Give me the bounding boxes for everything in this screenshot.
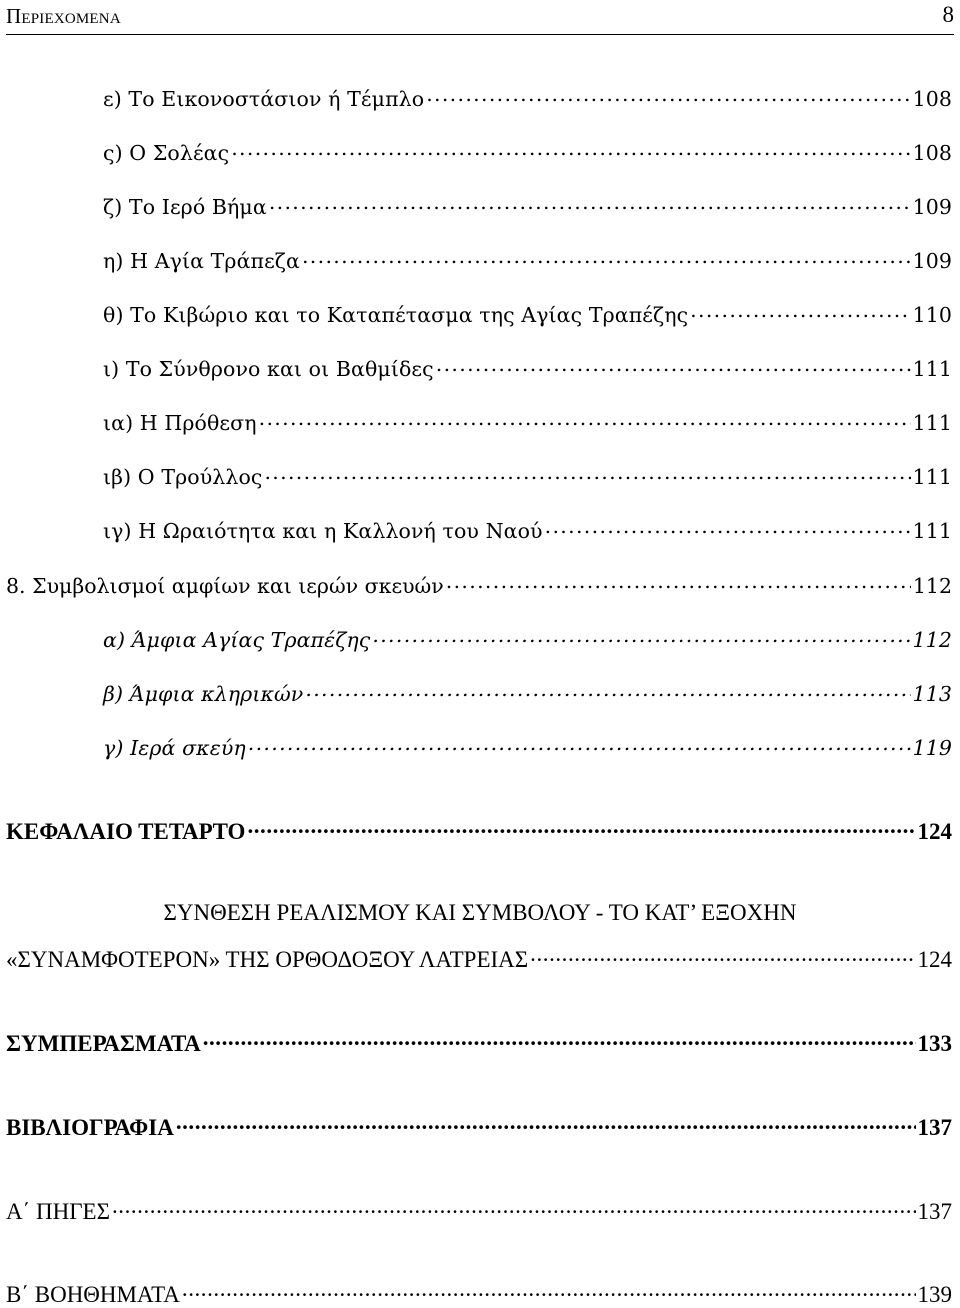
dot-leader <box>530 944 915 967</box>
dot-leader <box>690 301 910 322</box>
toc-entry-page: 111 <box>912 464 952 489</box>
toc-entry-label: α) Άμφια Αγίας Τραπέζης <box>103 627 371 652</box>
dot-leader <box>112 1196 916 1219</box>
toc-entry-page: 108 <box>912 140 952 165</box>
toc-entry-label: ια) Η Πρόθεση <box>103 410 257 435</box>
running-header-title: Περιεχομενα <box>6 4 121 28</box>
dot-leader <box>248 734 911 755</box>
toc-sources-label: Α΄ ΠΗΓΕΣ <box>6 1199 110 1224</box>
dot-leader <box>259 409 911 430</box>
toc-bibliography-page: 137 <box>917 1115 952 1140</box>
dot-leader <box>545 517 911 538</box>
toc-entry-page: 113 <box>912 681 952 706</box>
toc-synthesis-line1[interactable]: ΣΥΝΘΕΣΗ ΡΕΑΛΙΣΜΟΥ ΚΑΙ ΣΥΜΒΟΛΟΥ - ΤΟ ΚΑΤ’ ΕΞΟΧΗΝ <box>163 900 797 925</box>
toc-entry[interactable] <box>103 463 952 489</box>
toc-entry-label: η) Η Αγία Τράπεζα <box>103 248 300 273</box>
toc-entry-label: ιβ) Ο Τρούλλος <box>103 464 263 489</box>
dot-leader <box>231 139 910 160</box>
toc-chapter-label: ΚΕΦΑΛΑΙΟ ΤΕΤΑΡΤΟ <box>6 819 246 844</box>
toc-entry[interactable] <box>103 247 952 273</box>
dot-leader <box>302 247 911 268</box>
toc-entry[interactable] <box>103 139 952 165</box>
toc-entry-page: 119 <box>912 735 952 760</box>
dot-leader <box>446 572 911 593</box>
toc-entry-label: ι) Το Σύνθρονο και οι Βαθμίδες <box>103 356 434 381</box>
toc-entry-page: 111 <box>912 410 952 435</box>
toc-conclusions[interactable] <box>6 1028 952 1057</box>
toc-synthesis-line2: «ΣΥΝΑΜΦΟΤΕΡΟΝ» ΤΗΣ ΟΡΘΟΔΟΞΟΥ ΛΑΤΡΕΙΑΣ <box>6 947 529 972</box>
dot-leader <box>305 680 910 701</box>
dot-leader <box>269 193 911 214</box>
toc-entry-page: 111 <box>912 518 952 543</box>
toc-aids[interactable] <box>6 1279 952 1308</box>
toc-chapter-four[interactable] <box>6 816 952 845</box>
toc-entry-label: ε) Το Εικονοστάσιον ή Τέμπλο <box>103 86 425 111</box>
toc-synthesis[interactable] <box>6 944 952 973</box>
toc-conclusions-page: 133 <box>917 1031 952 1056</box>
toc-section[interactable] <box>6 572 952 598</box>
toc-bibliography[interactable] <box>6 1112 952 1141</box>
toc-entry-label: ς) Ο Σολέας <box>103 140 230 165</box>
toc-section-page: 112 <box>912 573 952 598</box>
dot-leader <box>247 816 915 839</box>
toc-entry[interactable] <box>103 680 952 706</box>
toc-section-label: 8. Συμβολισμοί αμφίων και ιερών σκευών <box>6 573 444 598</box>
toc-conclusions-label: ΣΥΜΠΕΡΑΣΜΑΤΑ <box>6 1031 201 1056</box>
toc-entry[interactable] <box>103 193 952 219</box>
toc-chapter-page: 124 <box>917 819 952 844</box>
toc-entry-page: 110 <box>912 302 952 327</box>
toc-sources-page: 137 <box>917 1199 952 1224</box>
toc-entry[interactable] <box>103 734 952 760</box>
toc-aids-page: 139 <box>917 1282 952 1307</box>
toc-bibliography-label: ΒΙΒΛΙΟΓΡΑΦΙΑ <box>6 1115 174 1140</box>
dot-leader <box>264 463 910 484</box>
toc-aids-label: Β΄ ΒΟΗΘΗΜΑΤΑ <box>6 1282 180 1307</box>
dot-leader <box>372 626 910 647</box>
dot-leader <box>203 1028 916 1051</box>
toc-synthesis-page: 124 <box>917 947 952 972</box>
toc-entry[interactable] <box>103 301 952 327</box>
toc-entry-page: 111 <box>912 356 952 381</box>
toc-entry[interactable] <box>103 626 952 652</box>
dot-leader <box>436 355 911 376</box>
toc-entry-page: 108 <box>912 86 952 111</box>
toc-entry[interactable] <box>103 517 952 543</box>
toc-entry-label: γ) Ιερά σκεύη <box>103 735 246 760</box>
toc-entry[interactable] <box>103 85 952 111</box>
toc-entry-label: β) Άμφια κληρικών <box>103 681 304 706</box>
toc-entry-label: ιγ) Η Ωραιότητα και η Καλλονή του Ναού <box>103 518 543 543</box>
toc-entry[interactable] <box>103 409 952 435</box>
toc-entry[interactable] <box>103 355 952 381</box>
toc-entry-page: 112 <box>912 627 952 652</box>
dot-leader <box>426 85 910 106</box>
toc-entry-page: 109 <box>912 194 952 219</box>
toc-entry-label: ζ) Το Ιερό Βήμα <box>103 194 267 219</box>
toc-entry-page: 109 <box>912 248 952 273</box>
toc-sources[interactable] <box>6 1196 952 1225</box>
dot-leader <box>182 1279 916 1302</box>
toc-entry-label: θ) Το Κιβώριο και το Καταπέτασμα της Αγίας Τραπέζης <box>103 302 689 327</box>
dot-leader <box>176 1112 916 1135</box>
page-number: 8 <box>942 2 954 27</box>
